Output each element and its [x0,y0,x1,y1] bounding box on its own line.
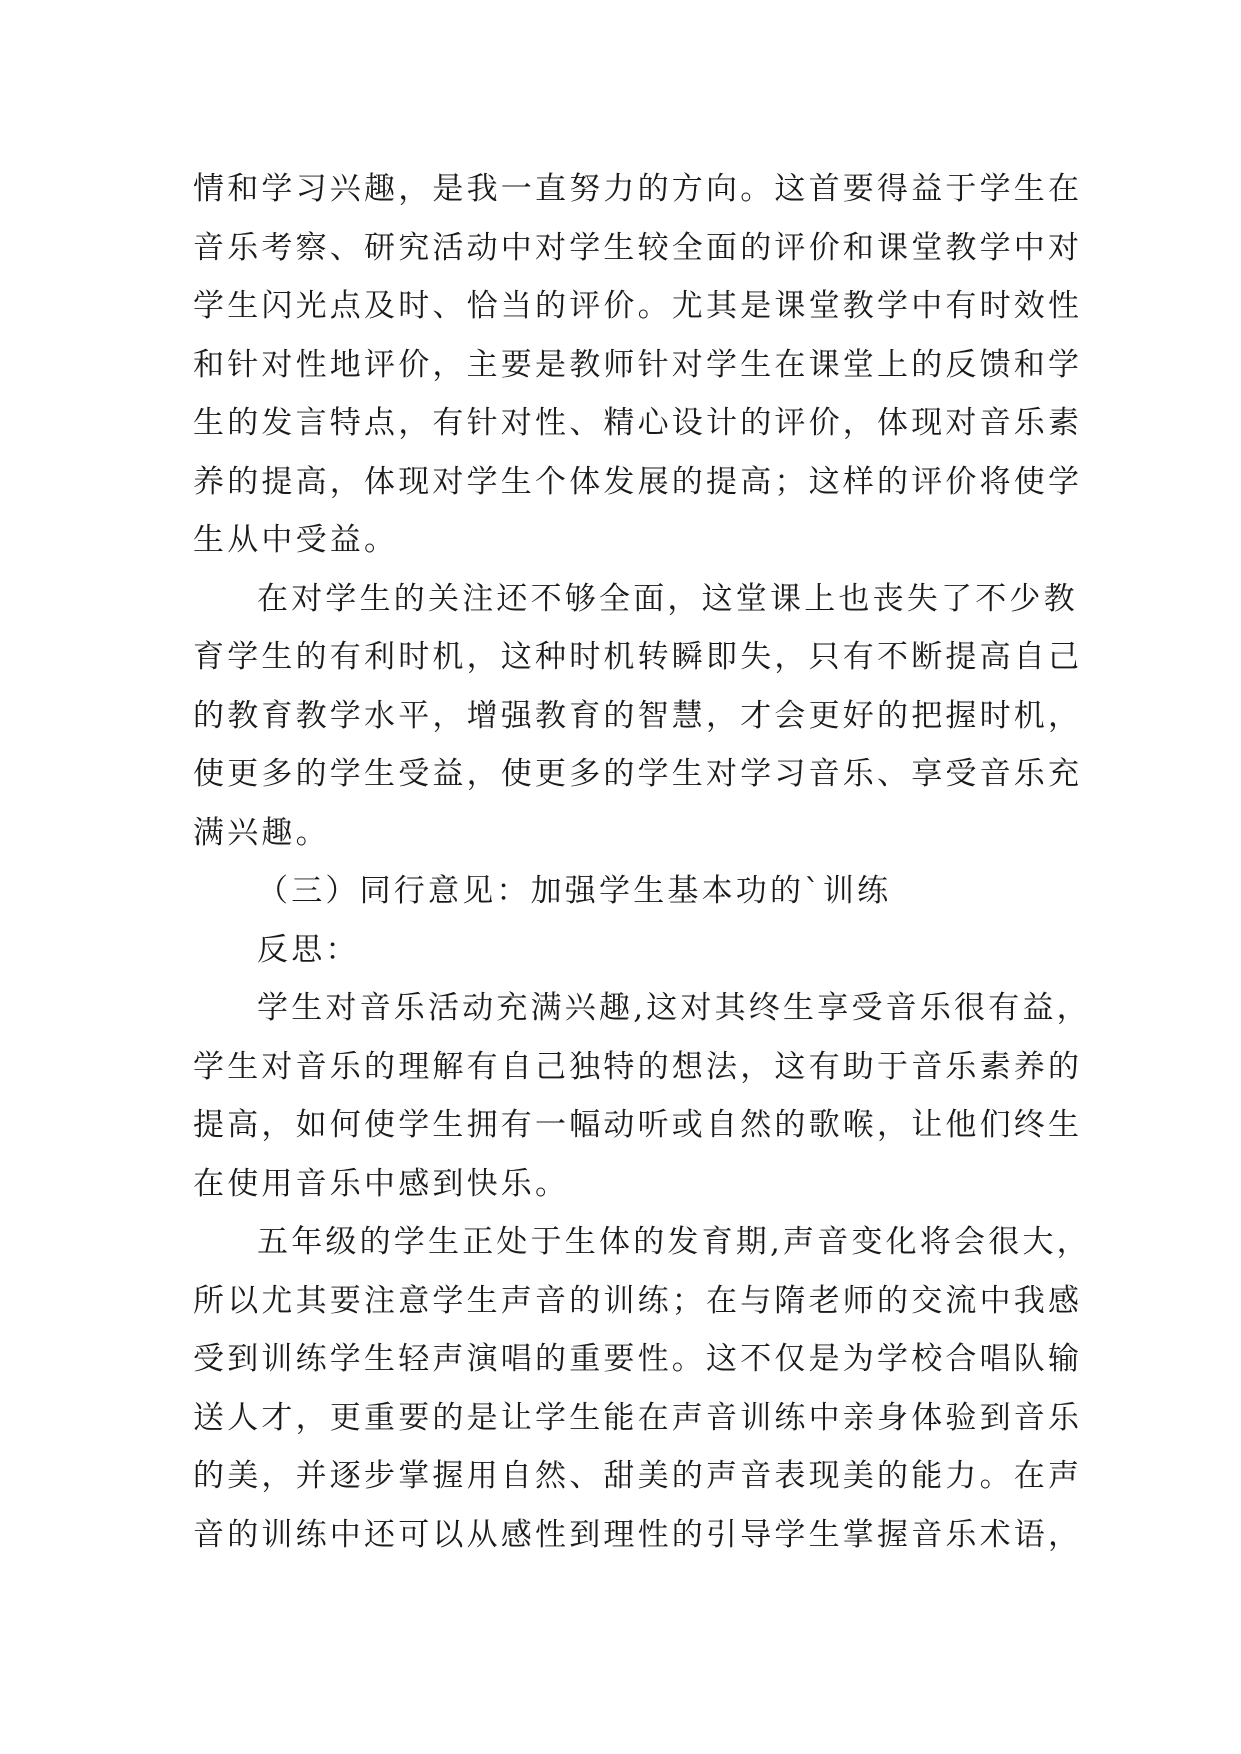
text-line: 生从中受益。 [193,522,399,558]
text-line: 在对学生的关注还不够全面，这堂课上也丧失了不少教 [257,580,1078,617]
text-line: 学生对音乐的理解有自己独特的想法，这有助于音乐素养的 [193,1048,1083,1085]
paragraph-attention [193,570,1083,863]
text-line: 满兴趣。 [193,814,330,851]
text-line: 音的训练中还可以从感性到理性的引导学生掌握音乐术语， [193,1516,1083,1553]
text-line: （三）同行意见：加强学生基本功的`训练 [257,873,892,909]
text-line: 送人才，更重要的是让学生能在声音训练中亲身体验到音乐 [193,1399,1083,1436]
text-line: 育学生的有利时机，这种时机转瞬即失，只有不断提高自己 [193,639,1083,675]
paragraph-evaluation [193,160,1083,570]
text-line: 学生闪光点及时、恰当的评价。尤其是课堂教学中有时效性 [193,288,1083,324]
text-line: 五年级的学生正处于生体的发育期,声音变化将会很大， [257,1224,1091,1260]
text-line: 反思： [257,931,360,968]
text-line: 所以尤其要注意学生声音的训练；在与隋老师的交流中我感 [193,1282,1083,1319]
text-line: 受到训练学生轻声演唱的重要性。这不仅是为学校合唱队输 [193,1341,1083,1377]
paragraph-voice-training [193,1213,1091,1564]
text-line: 使更多的学生受益，使更多的学生对学习音乐、享受音乐充 [193,756,1083,792]
text-line: 音乐考察、研究活动中对学生较全面的评价和课堂教学中对 [193,229,1083,266]
document-body [193,160,1091,1564]
text-line: 养的提高，体现对学生个体发展的提高；这样的评价将使学 [193,463,1083,500]
text-line: 生的发言特点，有针对性、精心设计的评价，体现对音乐素 [193,405,1083,441]
text-line: 和针对性地评价，主要是教师针对学生在课堂上的反馈和学 [193,346,1083,383]
text-line: 在使用音乐中感到快乐。 [193,1165,570,1202]
text-line: 情和学习兴趣，是我一直努力的方向。这首要得益于学生在 [193,171,1083,207]
text-line: 提高，如何使学生拥有一幅动听或自然的歌喉，让他们终生 [193,1107,1083,1143]
heading-peer-opinion [193,862,1073,921]
paragraph-interest [193,979,1091,1213]
text-line: 的教育教学水平，增强教育的智慧，才会更好的把握时机， [193,697,1083,734]
text-line: 学生对音乐活动充满兴趣,这对其终生享受音乐很有益， [257,990,1091,1026]
text-line: 的美，并逐步掌握用自然、甜美的声音表现美的能力。在声 [193,1458,1083,1494]
heading-reflection [193,921,1073,980]
